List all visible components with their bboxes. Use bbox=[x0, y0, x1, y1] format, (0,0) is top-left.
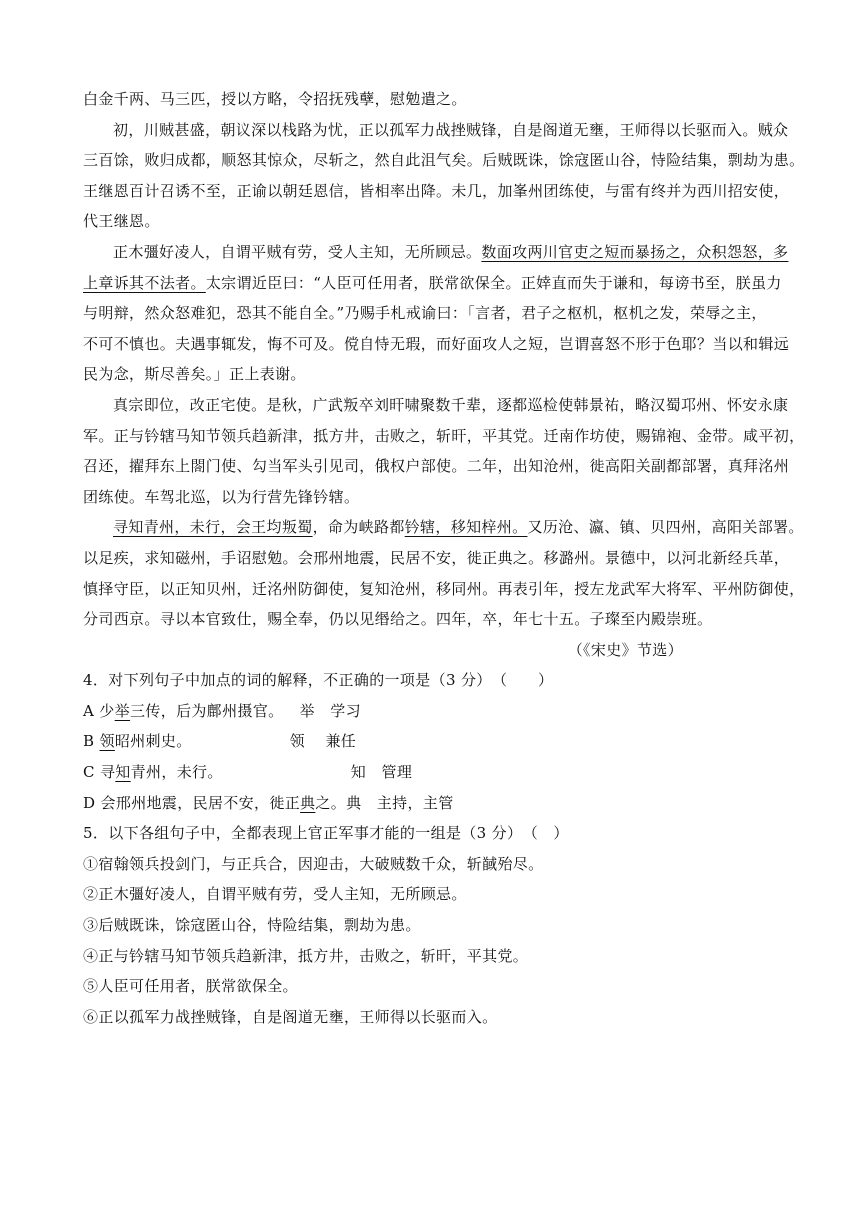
dotted-word: 领 bbox=[99, 732, 115, 751]
passage-line: 召还，擢拜东上閤门使、勾当军头引见司，俄权户部使。二年，出知沧州，徙高阳关副都部署，真拜洺州 bbox=[83, 457, 790, 476]
passage-line: 代王继恩。 bbox=[83, 212, 160, 231]
underlined-sentence: 寻知青州，未行，会王均叛蜀 bbox=[113, 518, 313, 537]
passage-line: 军。正与钤辖马知节领兵趋新津，抵方井，击败之，斩旰，平其党。迁南作坊使，赐锦袍、金带。咸平初， bbox=[83, 426, 805, 445]
passage-line: 不可不慎也。夫遇事辄发，悔不可及。傥自恃无瑕，而好面攻人之短，岂谓喜怒不形于色耶？当以和辑远 bbox=[83, 334, 790, 353]
question-5-option: ①宿翰领兵投剑门，与正兵合，因迎击，大破贼数千众，斩馘殆尽。 bbox=[83, 854, 544, 873]
question-5-option: ②正木彊好凌人，自谓平贼有劳，受人主知，无所顾忌。 bbox=[83, 885, 467, 904]
passage-line: 三百馀，败归成都，顺怒其惊众，尽斩之，然自此沮气矣。后贼既诛，馀寇匿山谷，恃险结集，剽劫为患。 bbox=[83, 151, 805, 170]
underlined-sentence: 上章诉其不法者。 bbox=[83, 273, 206, 292]
passage-text: 正木彊好凌人，自谓平贼有劳，受人主知，无所顾忌。 bbox=[113, 242, 482, 261]
dotted-word: 知 bbox=[115, 763, 131, 782]
underlined-sentence: 数面攻两川官吏之短而暴扬之，众积怨怒，多 bbox=[481, 242, 789, 261]
question-5-option: ④正与钤辖马知节领兵趋新津，抵方井，击败之，斩旰，平其党。 bbox=[83, 946, 529, 965]
passage-line: 慎择守臣，以正知贝州，迁洺州防御使，复知沧州，移同州。再表引年，授左龙武军大将军、平州防御使， bbox=[83, 579, 805, 598]
question-4-option-c bbox=[83, 757, 783, 788]
passage-line: 初，川贼甚盛，朝议深以栈路为忧，正以孤军力战挫贼锋，自是阁道无壅，王师得以长驱而入。贼众 bbox=[113, 120, 789, 139]
question-5-option: ③后贼既诛，馀寇匿山谷，恃险结集，剽劫为患。 bbox=[83, 916, 421, 935]
question-5-stem: 5．以下各组句子中，全都表现上官正军事才能的一组是（3 分） （ ） bbox=[83, 824, 569, 843]
passage-line bbox=[83, 237, 789, 268]
question-4-option-a bbox=[83, 696, 783, 727]
dotted-word: 典 bbox=[300, 793, 316, 812]
passage-text: ，命为峡路都 bbox=[312, 518, 405, 537]
document-page bbox=[83, 84, 805, 1032]
option-text: C 寻 bbox=[83, 763, 116, 782]
passage-line: 真宗即位，改正宅使。是秋，广武叛卒刘旰啸聚数千辈，逐都巡检使韩景祐，略汉蜀邛州、怀安永康 bbox=[113, 395, 789, 414]
question-5-option: ⑤人臣可任用者，朕常欲保全。 bbox=[83, 977, 298, 996]
option-text: 昭州刺史。 bbox=[114, 732, 192, 751]
option-text: 青州，未行。 bbox=[130, 763, 223, 782]
option-answer: 知 管理 bbox=[350, 763, 413, 782]
passage-line: 白金千两、马三匹，授以方略，令招抚残孽，慰勉遣之。 bbox=[83, 90, 467, 108]
passage-line: 民为念，斯尽善矣。」正上表谢。 bbox=[83, 365, 306, 384]
underlined-sentence: 钤辖，移知梓州。 bbox=[404, 518, 528, 537]
passage-line: 以足疾，求知磁州，手诏慰勉。会邢州地震，民居不安，徙正典之。移潞州。景德中，以河北新经兵革， bbox=[83, 548, 790, 567]
passage-line bbox=[83, 512, 804, 543]
passage-line: 王继恩百计召诱不至，正谕以朝廷恩信，皆相率出降。未几，加峯州团练使，与雷有终并为西川招安使， bbox=[83, 181, 790, 200]
option-text: 之。典 主持，主管 bbox=[315, 793, 454, 812]
question-5-option: ⑥正以孤军力战挫贼锋，自是阁道无壅，王师得以长驱而入。 bbox=[83, 1007, 498, 1026]
passage-line: 团练使。车驾北巡，以为行营先锋钤辖。 bbox=[83, 487, 360, 506]
passage-line: 与明辩，然众怒难犯，恐其不能自全。”乃赐手札戒谕曰：「言者，君子之枢机，枢机之发，荣辱之主， bbox=[83, 304, 767, 323]
dotted-word: 举 bbox=[114, 701, 131, 720]
option-text: B bbox=[83, 732, 100, 751]
question-4-option-b bbox=[83, 726, 783, 757]
option-text: 三传，后为鄜州摄官。 bbox=[130, 701, 284, 720]
passage-text: 太宗谓近臣曰：“人臣可任用者，朕常欲保全。正婞直而失于谦和，每谤书至，朕虽力 bbox=[205, 273, 782, 292]
passage-line: 分司西京。寻以本官致仕，赐全奉，仍以见缗给之。四年，卒，年七十五。子璨至内殿崇班。 bbox=[83, 610, 713, 629]
source-citation: （《宋史》节选） bbox=[567, 640, 683, 659]
option-answer: 领 兼任 bbox=[289, 732, 357, 751]
passage-line bbox=[83, 268, 783, 299]
passage-text: 又历沧、瀛、镇、贝四州，高阳关部署。 bbox=[527, 518, 804, 537]
option-text: A 少 bbox=[83, 701, 115, 720]
question-4-option-d bbox=[83, 788, 783, 819]
option-answer: 举 学习 bbox=[299, 701, 361, 720]
question-4-stem: 4．对下列句子中加点的词的解释，不正确的一项是（3 分） （ ） bbox=[83, 671, 554, 690]
option-text: D 会邢州地震，民居不安，徙正 bbox=[83, 793, 301, 812]
